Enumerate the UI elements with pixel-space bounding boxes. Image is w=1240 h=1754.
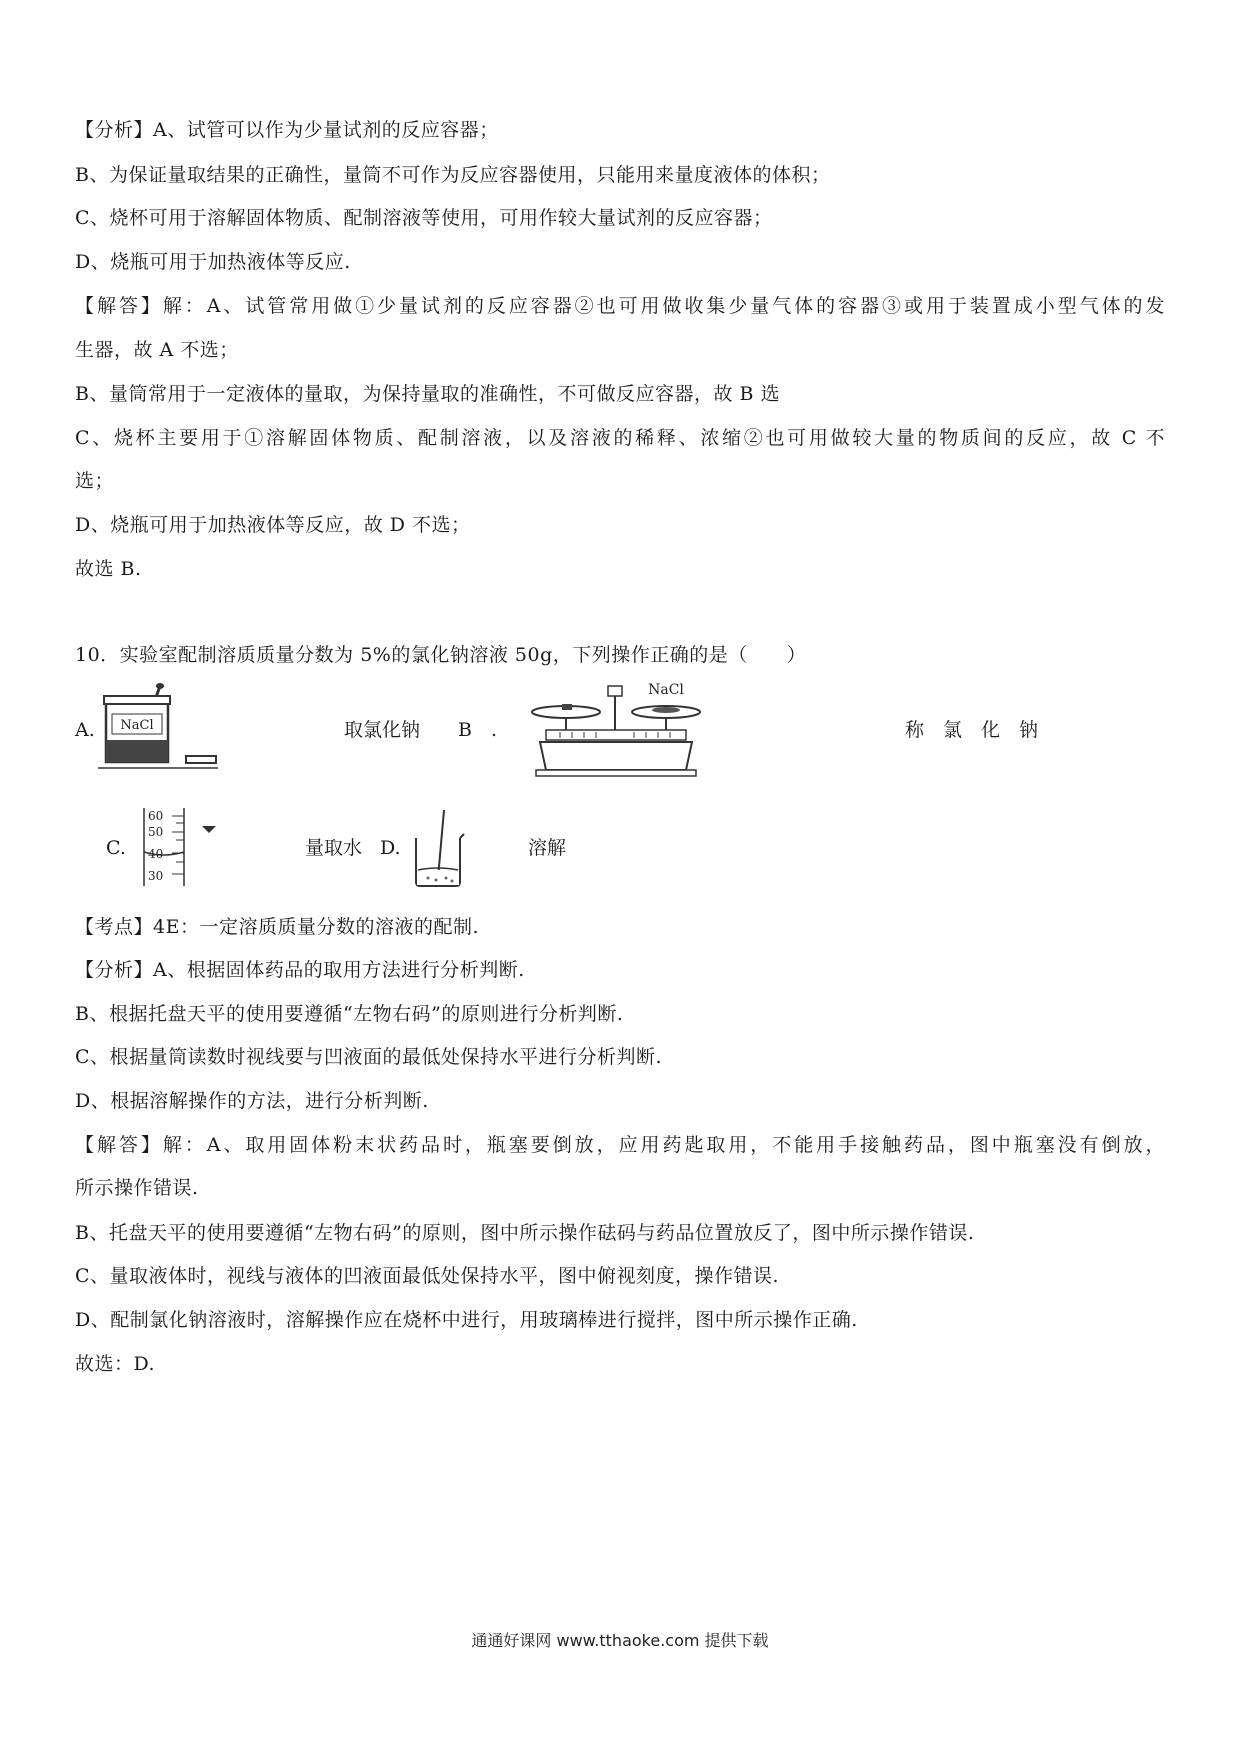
cylinder-tick-40: 40 (148, 847, 164, 861)
cylinder-tick-60: 60 (148, 809, 164, 823)
option-c-letter: C. (106, 837, 126, 859)
option-c-text: 量取水 (305, 837, 363, 859)
option-b-text: 称 氯 化 钠 (905, 719, 1039, 741)
text-line: C、烧杯主要用于①溶解固体物质、配制溶液，以及溶液的稀释、浓缩②也可用做较大量的物质间的反应，故 C 不 (75, 427, 1165, 449)
text-line: 生器，故 A 不选； (75, 339, 239, 361)
page-footer: 通通好课网 www.tthaoke.com 提供下载 (471, 1631, 769, 1650)
beaker-figure (410, 806, 470, 888)
text-line: 选； (75, 470, 115, 492)
option-b-letter: B . (458, 719, 498, 741)
jar-label: NaCl (120, 718, 154, 733)
text-line: 【解答】解：A、取用固体粉末状药品时，瓶塞要倒放，应用药匙取用，不能用手接触药品，图中瓶塞没有倒放， (75, 1134, 1165, 1156)
text-line: C、量取液体时，视线与液体的凹液面最低处保持水平，图中俯视刻度，操作错误. (75, 1265, 780, 1287)
text-line: 【解答】解：A、试管常用做①少量试剂的反应容器②也可用做收集少量气体的容器③或用于装置成小型气体的发 (75, 295, 1165, 317)
text-line: D、烧瓶可用于加热液体等反应，故 D 不选； (75, 514, 471, 536)
option-a-text: 取氯化钠 (344, 719, 421, 741)
text-line: 故选：D. (75, 1353, 156, 1375)
eye-icon (202, 826, 216, 833)
text-line: B、托盘天平的使用要遵循“左物右码”的原则，图中所示操作砝码与药品位置放反了，图中所示操作错误. (75, 1222, 975, 1244)
text-line: 【分析】A、试管可以作为少量试剂的反应容器； (75, 119, 499, 141)
text-line: C、烧杯可用于溶解固体物质、配制溶液等使用，可用作较大量试剂的反应容器； (75, 207, 773, 229)
option-d-letter: D. (380, 837, 401, 859)
text-line: D、配制氯化钠溶液时，溶解操作应在烧杯中进行，用玻璃棒进行搅拌，图中所示操作正确. (75, 1309, 858, 1331)
text-line: 【考点】4E：一定溶质质量分数的溶液的配制. (75, 916, 479, 938)
text-line: B、为保证量取结果的正确性，量筒不可作为反应容器使用，只能用来量度液体的体积； (75, 164, 831, 186)
cylinder-figure (136, 806, 226, 888)
balance-figure (526, 680, 706, 780)
balance-label: NaCl (648, 682, 684, 698)
option-d-text: 溶解 (528, 837, 567, 859)
question-title: 10．实验室配制溶质质量分数为 5%的氯化钠溶液 50g，下列操作正确的是（ ） (75, 644, 807, 666)
cylinder-tick-50: 50 (148, 825, 164, 839)
text-line: 【分析】A、根据固体药品的取用方法进行分析判断. (75, 959, 525, 981)
text-line: C、根据量筒读数时视线要与凹液面的最低处保持水平进行分析判断. (75, 1046, 663, 1068)
option-a-letter: A. (75, 719, 95, 741)
cylinder-tick-30: 30 (148, 869, 164, 883)
text-line: D、烧瓶可用于加热液体等反应. (75, 251, 351, 273)
text-line: D、根据溶解操作的方法，进行分析判断. (75, 1090, 429, 1112)
text-line: 所示操作错误. (75, 1177, 199, 1199)
text-line: B、量筒常用于一定液体的量取，为保持量取的准确性，不可做反应容器，故 B 选 (75, 383, 781, 405)
jar-figure (98, 680, 248, 770)
text-line: 故选 B. (75, 558, 142, 580)
text-line: B、根据托盘天平的使用要遵循“左物右码”的原则进行分析判断. (75, 1003, 624, 1025)
